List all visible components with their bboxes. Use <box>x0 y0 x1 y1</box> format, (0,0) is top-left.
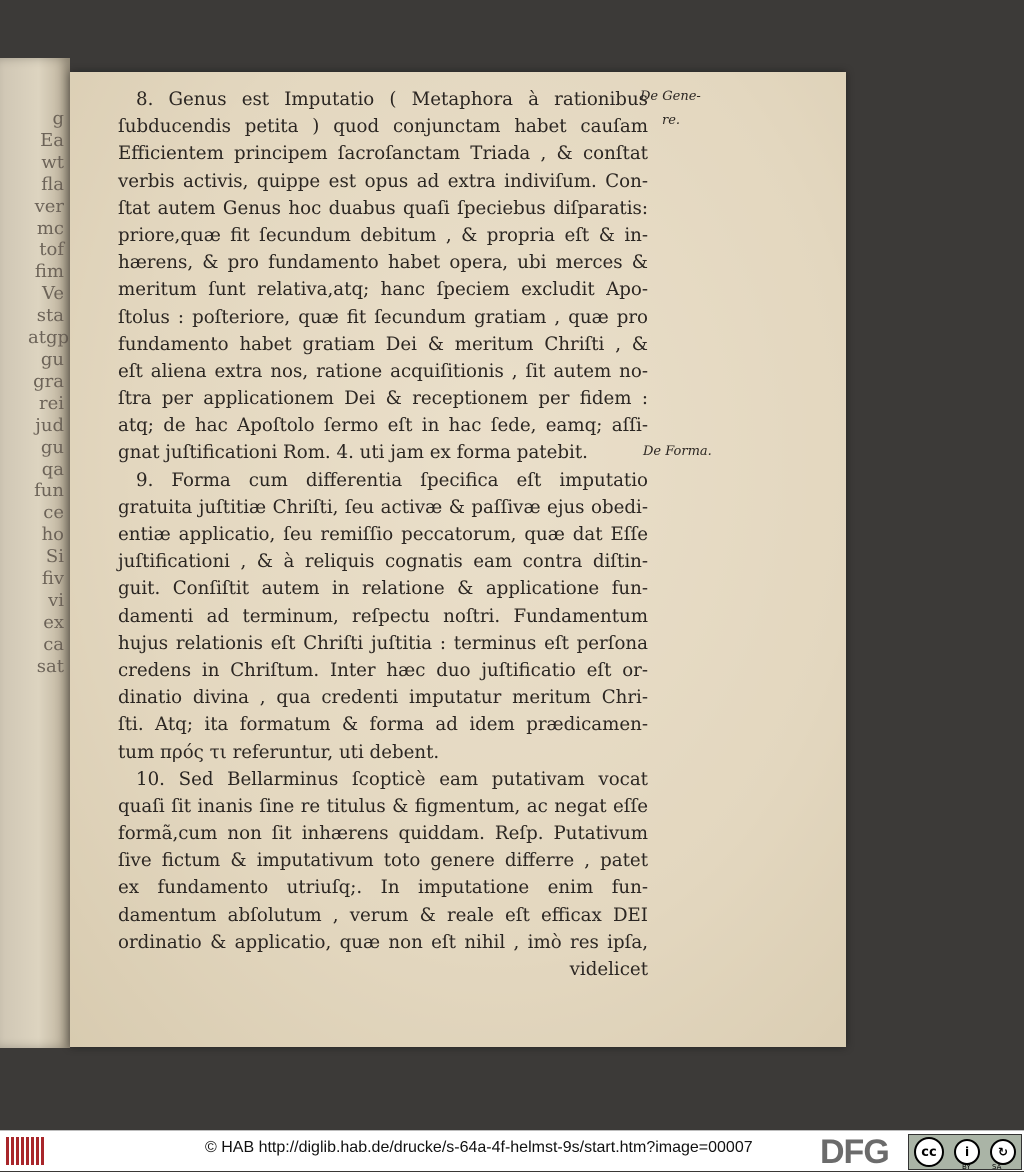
text-line: ſtolus : poſteriore, quæ fit ſecundum gratiam , quæ pro <box>118 306 648 328</box>
margin-note-de-genere-2: re. <box>662 113 681 128</box>
text-line: meritum ſunt relativa,atq; hanc ſpeciem excludit Apo- <box>118 279 648 301</box>
left-fragment: fla <box>41 173 64 195</box>
margin-note-de-genere: De Gene- <box>640 89 701 104</box>
text-line: formã,cum non ſit inhærens quiddam. Reſp. Putativum <box>118 823 648 845</box>
left-fragment: jud <box>35 414 64 436</box>
text-line: entiæ applicatio, ſeu remiſſio peccatorum, quæ dat Eſſe <box>118 524 648 545</box>
left-fragment: ex <box>43 611 64 633</box>
left-fragment: sta <box>36 305 64 327</box>
text-line: fundamento habet gratiam Dei & meritum Chriſti , & <box>118 333 648 355</box>
sa-group <box>990 1139 1016 1165</box>
text-line: ordinatio & applicatio, quæ non eſt nihil , imò res ipſa, <box>118 931 648 953</box>
text-line: hujus relationis eſt Chriſti juſtitia : terminus eſt perſona <box>118 632 648 654</box>
margin-note-de-forma: De Forma. <box>643 444 712 459</box>
text-line: damenti ad terminum, reſpectu noſtri. Fundamentum <box>118 605 648 627</box>
left-fragment: gu <box>40 436 64 458</box>
text-line: ſtat autem Genus hoc duabus quaſi ſpeciebus diſparatis: <box>118 197 648 219</box>
text-line: eſt aliena extra nos, ratione acquiſitionis , ſit autem no- <box>118 360 648 382</box>
text-line: atq; de hac Apoſtolo ſermo eſt in hac ſede, eamq; aſſi- <box>118 415 648 437</box>
left-fragment: g <box>52 108 64 129</box>
text-line: gnat juſtificationi Rom. 4. uti jam ex forma patebit. <box>118 442 588 464</box>
left-fragment: sat <box>36 655 64 677</box>
text-line: ſti. Atq; ita formatum & forma ad idem prædicamen- <box>118 714 648 736</box>
dfg-logo[interactable]: DFG <box>820 1133 889 1171</box>
source-credit[interactable]: © HAB http://diglib.hab.de/drucke/s-64a-4f-helmst-9s/start.htm?image=00007 <box>205 1139 753 1156</box>
by-label: BY <box>962 1163 971 1171</box>
text-line: 9. Forma cum differentia ſpecifica eſt imputatio <box>136 469 648 491</box>
text-line: Efficientem principem ſacroſanctam Triada , & conſtat <box>118 143 648 165</box>
text-line: gratuita juſtitiæ Chriſti, ſeu activæ & paſſivæ ejus obedi- <box>118 496 648 518</box>
left-fragment: tof <box>39 239 64 261</box>
left-fragment: vi <box>48 589 64 611</box>
text-line: priore,quæ fit ſecundum debitum , & propria eſt & in- <box>118 224 648 246</box>
text-line: ſubducendis petita ) quod conjunctam habet cauſam <box>118 116 648 138</box>
sa-label: SA <box>992 1163 1002 1171</box>
text-line: ſive fictum & imputativum toto genere differre , patet <box>118 850 648 872</box>
text-line: quaſi ſit inanis ſine re titulus & figmentum, ac negat eſſe <box>118 795 648 817</box>
left-fragment: qa <box>41 458 64 480</box>
left-fragment: rei <box>38 392 64 414</box>
left-page-fragments <box>28 108 70 678</box>
text-line: verbis activis, quippe est opus ad extra indiviſum. Con- <box>118 170 648 192</box>
text-line: ſtra per applicationem Dei & receptionem per fidem : <box>118 388 648 410</box>
text-line: 10. Sed Bellarminus ſcopticè eam putativam vocat <box>136 768 648 790</box>
text-line: juſtificationi , & à reliquis cognatis eam contra diſtin- <box>118 551 648 573</box>
by-group <box>954 1139 980 1165</box>
text-line: 8. Genus est Imputatio ( Metaphora à rationibus <box>136 89 648 110</box>
left-fragment: fun <box>34 480 64 502</box>
attribution-icon: i <box>954 1139 980 1165</box>
left-fragment: Si <box>45 546 64 568</box>
left-fragment: fim <box>34 261 64 283</box>
left-fragment: atgp <box>28 327 70 349</box>
viewer-footer <box>0 1130 1024 1171</box>
cc-icon: cc <box>914 1137 944 1167</box>
left-fragment: ce <box>43 502 64 524</box>
text-line: dinatio divina , qua credenti imputatur meritum Chri- <box>118 687 648 709</box>
text-line: guit. Conſiſtit autem in relatione & applicatione fun- <box>118 578 648 600</box>
left-page-edge <box>0 58 70 1048</box>
share-alike-icon: ↻ <box>990 1139 1016 1165</box>
text-line: credens in Chriſtum. Inter hæc duo juſtificatio eſt or- <box>118 659 648 681</box>
left-fragment: gra <box>33 370 64 392</box>
hab-logo[interactable] <box>6 1137 46 1165</box>
text-line: videlicet <box>569 959 648 980</box>
left-fragment: gu <box>40 348 64 370</box>
text-line: ex fundamento utriuſq;. In imputatione enim fun- <box>118 877 648 899</box>
left-fragment: mc <box>36 217 64 239</box>
left-fragment: Ve <box>42 283 64 305</box>
body-text <box>118 86 648 983</box>
left-fragment: Ea <box>40 129 64 151</box>
text-line: damentum abſolutum , verum & reale eſt efficax DEI <box>118 904 648 926</box>
text-line: tum πρός τι referuntur, uti debent. <box>118 741 440 763</box>
left-fragment: wt <box>41 151 64 173</box>
text-line: hærens, & pro fundamento habet opera, ubi merces & <box>118 252 648 274</box>
left-fragment: ho <box>41 524 64 546</box>
left-fragment: fiv <box>41 568 64 590</box>
left-fragment: ca <box>43 633 64 655</box>
left-fragment: ver <box>34 195 64 217</box>
